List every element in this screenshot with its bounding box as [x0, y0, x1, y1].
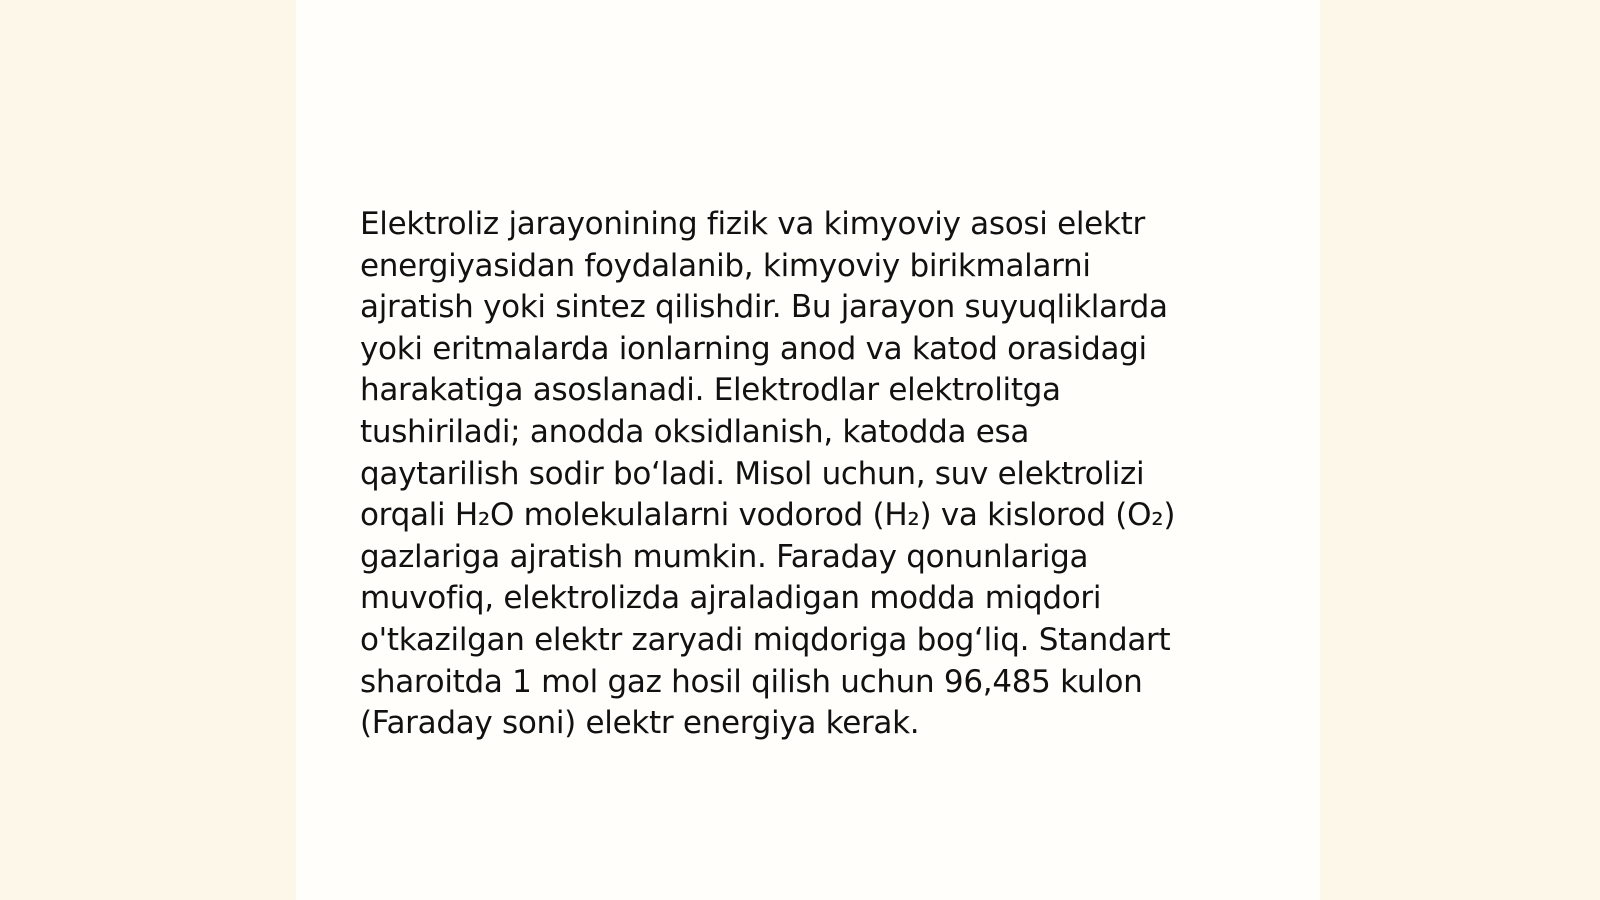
left-margin-background: [0, 0, 296, 900]
right-margin-background: [1304, 0, 1600, 900]
slide-canvas: [296, 0, 1320, 900]
slide-body-text: Elektroliz jarayonining fizik va kimyoviy asosi elektr energiyasidan foydalanib, kimyoviy birikmalarni ajratish yoki sintez qilishdir. Bu jarayon suyuqliklarda yoki eritmalarda ionlarning anod va katod orasidagi harakatiga asoslanadi. Elektrodlar elektrolitga tushiriladi; anodda oksidlanish, katodda esa qaytarilish sodir boʻladi. Misol uchun, suv elektrolizi orqali H₂O molekulalarni vodorod (H₂) va kislorod (O₂) gazlariga ajratish mumkin. Faraday qonunlariga muvofiq, elektrolizda ajraladigan modda miqdori o'tkazilgan elektr zaryadi miqdoriga bogʻliq. Standart sharoitda 1 mol gaz hosil qilish uchun 96,485 kulon (Faraday soni) elektr energiya kerak.: [360, 206, 1176, 742]
